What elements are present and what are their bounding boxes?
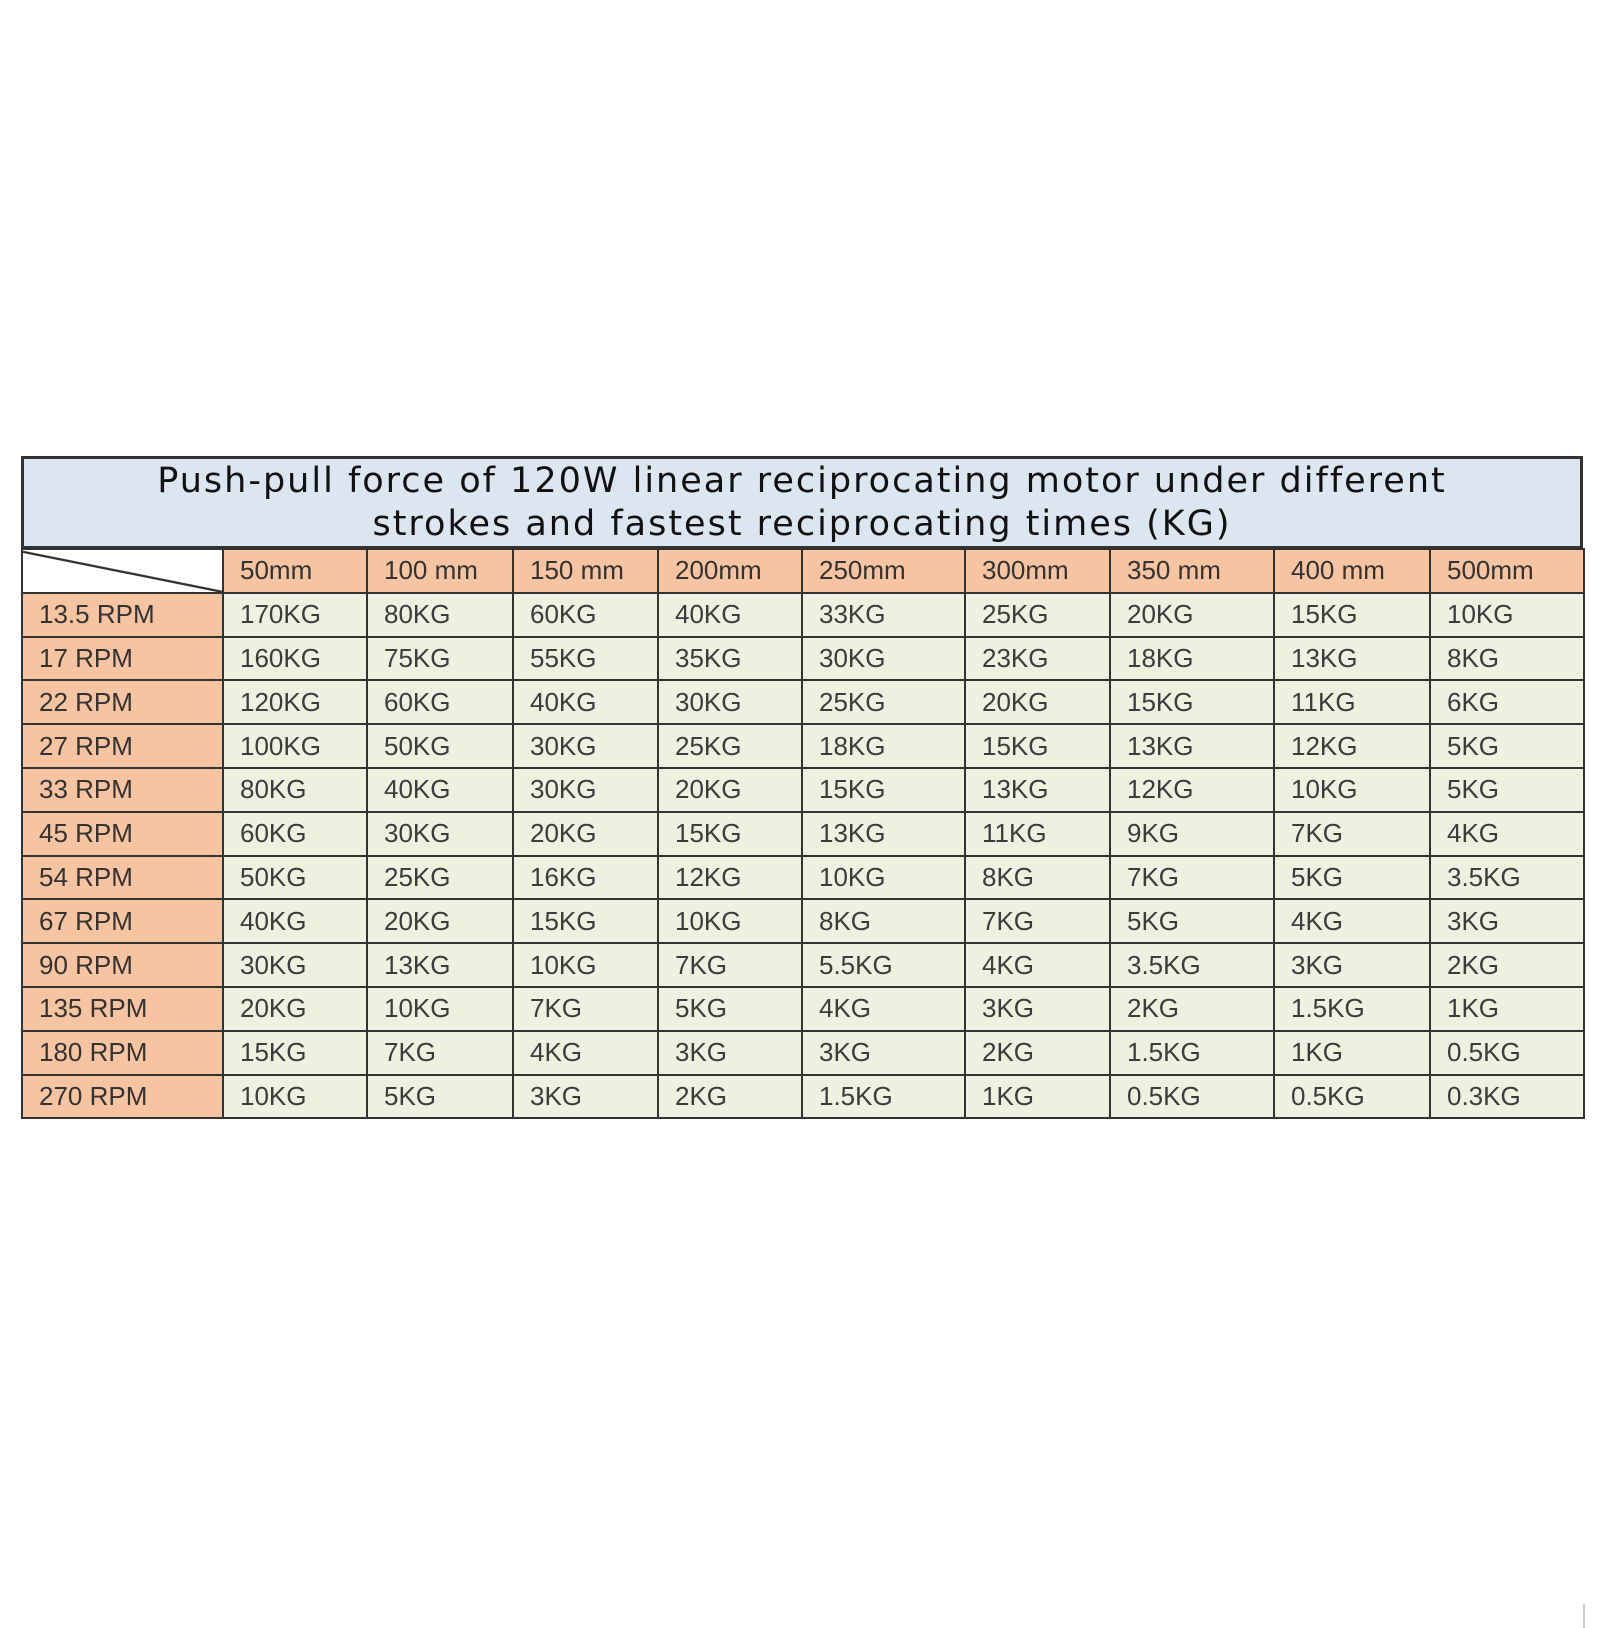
table-cell: 30KG [513,768,658,812]
table-cell: 160KG [223,637,367,681]
table-cell: 7KG [658,943,802,987]
table-cell: 60KG [367,680,513,724]
table-cell: 35KG [658,637,802,681]
table-cell: 7KG [1274,812,1430,856]
table-cell: 10KG [658,899,802,943]
row-header: 45 RPM [22,812,223,856]
force-table [21,548,1585,1119]
table-cell: 4KG [802,987,965,1031]
table-cell: 7KG [1110,856,1274,900]
table-cell: 10KG [1430,593,1584,637]
table-cell: 2KG [965,1031,1110,1075]
table-cell: 5KG [1274,856,1430,900]
header-row [22,549,1584,593]
table-cell: 20KG [513,812,658,856]
table-row [22,812,1584,856]
table-cell: 30KG [367,812,513,856]
row-header: 135 RPM [22,987,223,1031]
table-cell: 7KG [513,987,658,1031]
table-cell: 8KG [802,899,965,943]
diagonal-divider [23,550,222,592]
table-cell: 20KG [223,987,367,1031]
table-cell: 20KG [658,768,802,812]
table-cell: 33KG [802,593,965,637]
table-cell: 55KG [513,637,658,681]
table-cell: 15KG [965,724,1110,768]
table-cell: 7KG [367,1031,513,1075]
table-cell: 10KG [223,1075,367,1119]
table-cell: 5.5KG [802,943,965,987]
table-cell: 2KG [1110,987,1274,1031]
table-cell: 4KG [1430,812,1584,856]
table-cell: 0.3KG [1430,1075,1584,1119]
table-cell: 10KG [513,943,658,987]
table-cell: 18KG [1110,637,1274,681]
table-cell: 1KG [1274,1031,1430,1075]
table-title-line-1: Push-pull force of 120W linear reciprocating motor under different [157,460,1447,501]
table-row [22,680,1584,724]
table-cell: 50KG [223,856,367,900]
table-cell: 8KG [1430,637,1584,681]
table-cell: 1.5KG [1274,987,1430,1031]
table-cell: 11KG [965,812,1110,856]
table-row [22,987,1584,1031]
table-cell: 20KG [965,680,1110,724]
column-header: 250mm [802,549,965,593]
column-header: 50mm [223,549,367,593]
table-cell: 12KG [658,856,802,900]
table-cell: 9KG [1110,812,1274,856]
table-cell: 50KG [367,724,513,768]
table-cell: 30KG [658,680,802,724]
table-cell: 15KG [1110,680,1274,724]
table-cell: 5KG [1110,899,1274,943]
table-cell: 20KG [1110,593,1274,637]
table-cell: 4KG [1274,899,1430,943]
table-cell: 12KG [1110,768,1274,812]
table-cell: 13KG [965,768,1110,812]
table-cell: 20KG [367,899,513,943]
table-cell: 25KG [965,593,1110,637]
table-title [21,456,1583,548]
table-cell: 40KG [367,768,513,812]
column-header: 400 mm [1274,549,1430,593]
table-cell: 0.5KG [1274,1075,1430,1119]
table-cell: 13KG [1274,637,1430,681]
table-cell: 15KG [802,768,965,812]
table-cell: 6KG [1430,680,1584,724]
column-header: 500mm [1430,549,1584,593]
table-cell: 1KG [965,1075,1110,1119]
table-row [22,724,1584,768]
table-cell: 60KG [513,593,658,637]
table-cell: 1KG [1430,987,1584,1031]
table-cell: 30KG [513,724,658,768]
corner-cell [22,549,223,593]
row-header: 13.5 RPM [22,593,223,637]
table-cell: 3.5KG [1110,943,1274,987]
table-cell: 2KG [1430,943,1584,987]
row-header: 22 RPM [22,680,223,724]
table-cell: 100KG [223,724,367,768]
table-cell: 0.5KG [1110,1075,1274,1119]
table-body [22,593,1584,1119]
table-cell: 13KG [802,812,965,856]
row-header: 17 RPM [22,637,223,681]
table-cell: 12KG [1274,724,1430,768]
table-cell: 5KG [658,987,802,1031]
table-cell: 5KG [367,1075,513,1119]
table-cell: 1.5KG [1110,1031,1274,1075]
table-cell: 18KG [802,724,965,768]
table-row [22,1075,1584,1119]
table-cell: 7KG [965,899,1110,943]
table-cell: 3KG [1274,943,1430,987]
table-cell: 5KG [1430,768,1584,812]
table-cell: 15KG [513,899,658,943]
row-header: 54 RPM [22,856,223,900]
table-cell: 3KG [802,1031,965,1075]
table-cell: 40KG [223,899,367,943]
table-title-line-2: strokes and fastest reciprocating times (KG) [372,503,1232,544]
table-cell: 30KG [802,637,965,681]
table-cell: 3.5KG [1430,856,1584,900]
table-cell: 13KG [1110,724,1274,768]
row-header: 33 RPM [22,768,223,812]
table-row [22,768,1584,812]
table-cell: 10KG [802,856,965,900]
row-header: 90 RPM [22,943,223,987]
table-row [22,856,1584,900]
table-cell: 3KG [658,1031,802,1075]
row-header: 180 RPM [22,1031,223,1075]
table-row [22,593,1584,637]
table-cell: 0.5KG [1430,1031,1584,1075]
table-row [22,943,1584,987]
column-header: 350 mm [1110,549,1274,593]
table-cell: 11KG [1274,680,1430,724]
table-cell: 2KG [658,1075,802,1119]
table-cell: 5KG [1430,724,1584,768]
table-row [22,637,1584,681]
column-header: 300mm [965,549,1110,593]
table-cell: 40KG [658,593,802,637]
table-cell: 25KG [802,680,965,724]
table-cell: 23KG [965,637,1110,681]
table-cell: 75KG [367,637,513,681]
table-cell: 25KG [658,724,802,768]
table-cell: 15KG [1274,593,1430,637]
table-cell: 170KG [223,593,367,637]
table-cell: 10KG [1274,768,1430,812]
row-header: 27 RPM [22,724,223,768]
table-cell: 10KG [367,987,513,1031]
row-header: 67 RPM [22,899,223,943]
column-header: 200mm [658,549,802,593]
table-cell: 15KG [658,812,802,856]
force-table-container [21,456,1583,1119]
table-cell: 120KG [223,680,367,724]
table-cell: 30KG [223,943,367,987]
table-cell: 25KG [367,856,513,900]
table-cell: 13KG [367,943,513,987]
table-cell: 40KG [513,680,658,724]
table-cell: 15KG [223,1031,367,1075]
table-cell: 4KG [513,1031,658,1075]
table-cell: 1.5KG [802,1075,965,1119]
row-header: 270 RPM [22,1075,223,1119]
table-cell: 16KG [513,856,658,900]
edge-mark [1583,1604,1585,1628]
table-cell: 3KG [513,1075,658,1119]
table-cell: 80KG [223,768,367,812]
table-cell: 4KG [965,943,1110,987]
table-row [22,1031,1584,1075]
table-cell: 3KG [1430,899,1584,943]
table-row [22,899,1584,943]
table-cell: 3KG [965,987,1110,1031]
column-header: 100 mm [367,549,513,593]
column-header: 150 mm [513,549,658,593]
table-cell: 8KG [965,856,1110,900]
table-cell: 60KG [223,812,367,856]
table-cell: 80KG [367,593,513,637]
